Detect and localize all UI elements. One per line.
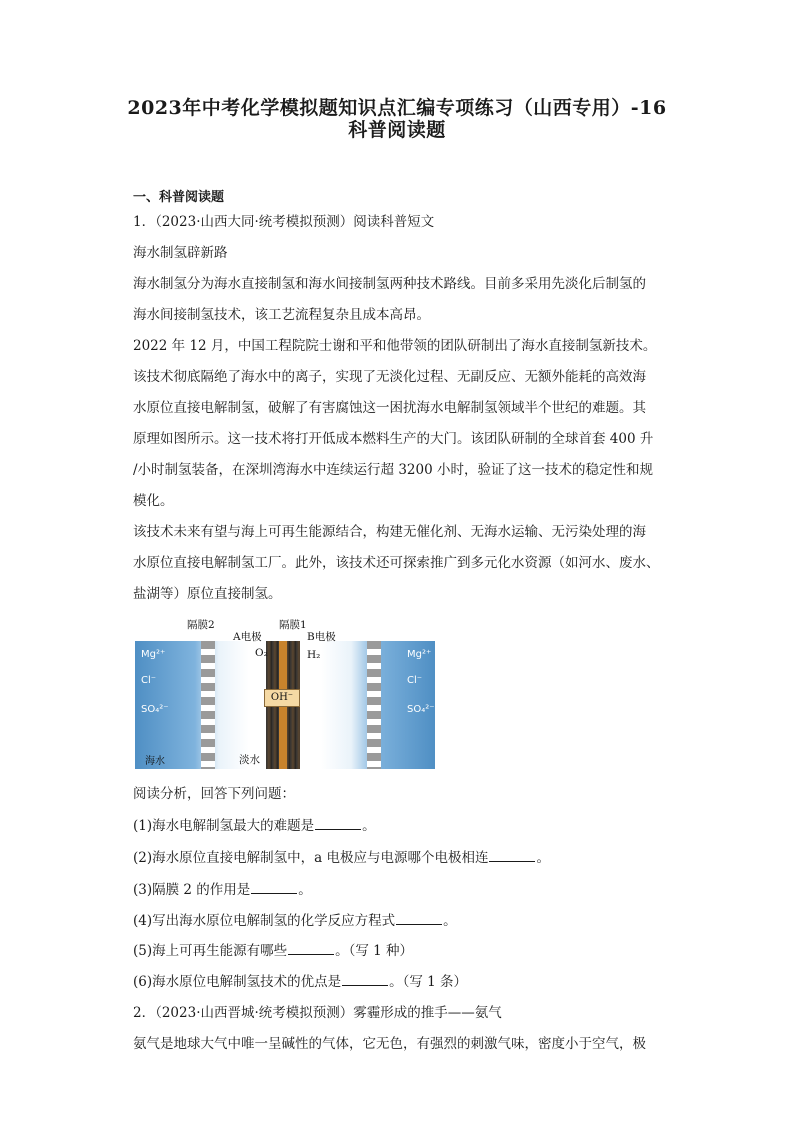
article-line: 原理如图所示。这一技术将打开低成本燃料生产的大门。该团队研制的全球首套 400 升 [133,431,654,447]
article-line: 海水间接制氢技术，该工艺流程复杂且成本高昂。 [133,307,430,323]
article-line: /小时制氢装备，在深圳湾海水中连续运行超 3200 小时，验证了这一技术的稳定性和规 [133,462,653,478]
label-membrane-1: 隔膜1 [279,619,307,631]
article-line: 该技术未来有望与海上可再生能源结合，构建无催化剂、无海水运输、无污染处理的海 [133,524,646,540]
sub-question-text: (1)海水电解制氢最大的难题是 [133,818,315,834]
sub-question-text: (2)海水原位直接电解制氢中，a 电极应与电源哪个电极相连 [133,850,489,866]
ion-so4-right: SO₄²⁻ [407,704,435,715]
ion-mg-left: Mg²⁺ [141,649,166,660]
sub-question-2 [133,849,550,867]
question-2-intro: 2．（2023·山西晋城·统考模拟预测）雾霾形成的推手——氨气 [133,1005,502,1021]
sub-question-suffix: 。（写 1 条） [389,974,468,990]
label-o2: O₂ [255,647,268,659]
question-2-line: 氨气是地球大气中唯一呈碱性的气体，它无色，有强烈的刺激气味，密度小于空气，极 [133,1036,646,1052]
label-freshwater: 淡水 [239,754,260,766]
label-h2: H₂ [307,649,321,661]
analysis-prompt: 阅读分析，回答下列问题： [133,786,295,802]
section-heading: 一、科普阅读题 [133,190,225,205]
sub-question-suffix: 。（写 1 种） [335,943,414,959]
answer-blank[interactable] [396,912,442,925]
hydroxide-ion-arrow: OH⁻ [264,689,300,707]
sub-question-suffix: 。 [536,850,550,866]
label-seawater: 海水 [145,756,165,767]
answer-blank[interactable] [315,817,361,830]
electrolysis-diagram [135,617,435,772]
sub-question-5 [133,942,413,960]
label-membrane-2: 隔膜2 [187,619,215,631]
ion-mg-right: Mg²⁺ [407,649,432,660]
article-title: 海水制氢辟新路 [133,245,228,261]
answer-blank[interactable] [489,849,535,862]
article-line: 海水制氢分为海水直接制氢和海水间接制氢两种技术路线。目前多采用先淡化后制氢的 [133,276,646,292]
ion-so4-left: SO₄²⁻ [141,704,169,715]
sub-question-text: (4)写出海水原位电解制氢的化学反应方程式 [133,913,396,929]
sub-question-suffix: 。 [298,882,312,898]
label-electrode-b: B电极 [307,631,336,643]
membrane-2-right [367,641,381,769]
sub-question-suffix: 。 [362,818,376,834]
sub-question-suffix: 。 [443,913,457,929]
membrane-2-left [201,641,215,769]
article-line: 水原位直接电解制氢，破解了有害腐蚀这一困扰海水电解制氢领域半个世纪的难题。其 [133,400,646,416]
sub-question-3 [133,881,312,899]
sub-question-4 [133,912,457,930]
sub-question-6 [133,973,467,991]
article-line: 2022 年 12 月，中国工程院院士谢和平和他带领的团队研制出了海水直接制氢新技术。 [133,338,657,354]
sub-question-text: (6)海水原位电解制氢技术的优点是 [133,974,342,990]
label-electrode-a: A电极 [233,631,262,643]
article-line: 模化。 [133,493,174,509]
ion-cl-right: Cl⁻ [407,675,423,686]
article-line: 水原位直接电解制氢工厂。此外，该技术还可探索推广到多元化水资源（如河水、废水、 [133,555,660,571]
document-title-line2: 科普阅读题 [348,119,446,141]
ion-cl-left: Cl⁻ [141,675,157,686]
document-title-line1: 2023年中考化学模拟题知识点汇编专项练习（山西专用）-16 [127,97,667,119]
article-line: 盐湖等）原位直接制氢。 [133,586,282,602]
answer-blank[interactable] [288,942,334,955]
answer-blank[interactable] [251,881,297,894]
sub-question-text: (3)隔膜 2 的作用是 [133,882,251,898]
sub-question-1 [133,817,376,835]
article-line: 该技术彻底隔绝了海水中的离子，实现了无淡化过程、无副反应、无额外能耗的高效海 [133,369,646,385]
answer-blank[interactable] [342,973,388,986]
sub-question-text: (5)海上可再生能源有哪些 [133,943,288,959]
question-1-intro: 1．（2023·山西大同·统考模拟预测）阅读科普短文 [133,214,435,230]
